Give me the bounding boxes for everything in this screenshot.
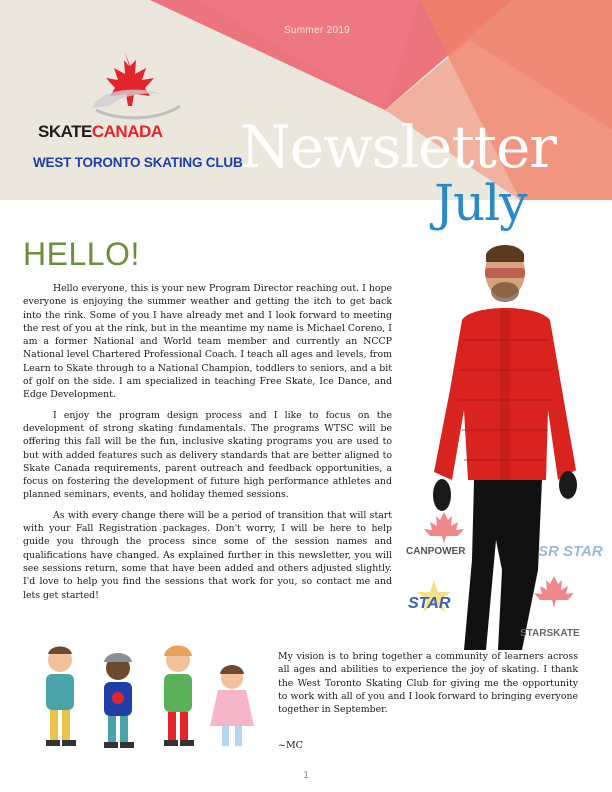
- signature: ~MC: [278, 740, 303, 751]
- badge-canpower: CANPOWER: [406, 546, 466, 557]
- closing-paragraph: My vision is to bring together a community of learners across all ages and abilities to experience the joy of skating. I thank the West Toronto Skating Club for giving me the opportunity to work with all of you and I look forward to bringing everyone together in September.: [278, 651, 578, 716]
- paragraph-1: Hello everyone, this is your new Program Director reaching out. I hope everyone is enjoying the summer weather and getting the itch to get back into the rink. Some of you I have already met and I look forward to meeting the rest of you at the rink, but in the meantime my name is Michael Coreno, I am a former National and World team member and currently an NCCP National level Chartered Professional Coach. I teach all ages and levels, from Learn to Skate through to a National Champion, toddlers to seniors, and a bit of golf on the side. I am specialized in teaching Free Skate, Ice Dance, and Edge Development.: [23, 283, 392, 401]
- wordmark-canada: CANADA: [91, 122, 163, 141]
- paragraph-3: As with every change there will be a period of transition that will start with your Fall Registration packages. Don't worry, I will be here to help guide you through the process since some of the session names and qualifications have changed. As explained further in this newsletter, you will see sessions return, some that have been added and others adjusted slightly. I'd love to help you find the sessions that work for you, so contact me and lets get started!: [23, 509, 392, 601]
- article-body: [23, 282, 392, 609]
- month-title: July: [434, 174, 527, 232]
- page-number: 1: [303, 770, 309, 781]
- paragraph-2: I enjoy the program design process and I like to focus on the development of strong skating fundamentals. The programs WTSC will be offering this fall will be the fun, inclusive skating programs you are used to but with added features such as delivery standards that are better aligned to Skate Canada requirements, parent outreach and feedback opportunities, a focus on fostering the development of future high performance athletes and planned seminars, events, and holiday themed sessions.: [23, 409, 392, 501]
- wordmark-skate: SKATE: [38, 122, 92, 141]
- badge-star: STAR: [408, 595, 451, 612]
- newsletter-title: Newsletter: [240, 113, 557, 181]
- issue-date: Summer 2019: [283, 25, 351, 36]
- badges-art: [404, 510, 612, 640]
- skate-canada-wordmark: [38, 122, 163, 142]
- club-name: WEST TORONTO SKATING CLUB: [33, 155, 243, 170]
- kids-art: [30, 640, 260, 760]
- program-badges: [404, 510, 612, 640]
- badge-starskate: STARSKATE: [520, 628, 580, 639]
- article-heading: HELLO!: [23, 236, 140, 272]
- maple-leaf-icon: [30, 48, 230, 128]
- badge-srstar: SR STAR: [538, 543, 603, 560]
- kids-skating-illustration: [30, 640, 260, 760]
